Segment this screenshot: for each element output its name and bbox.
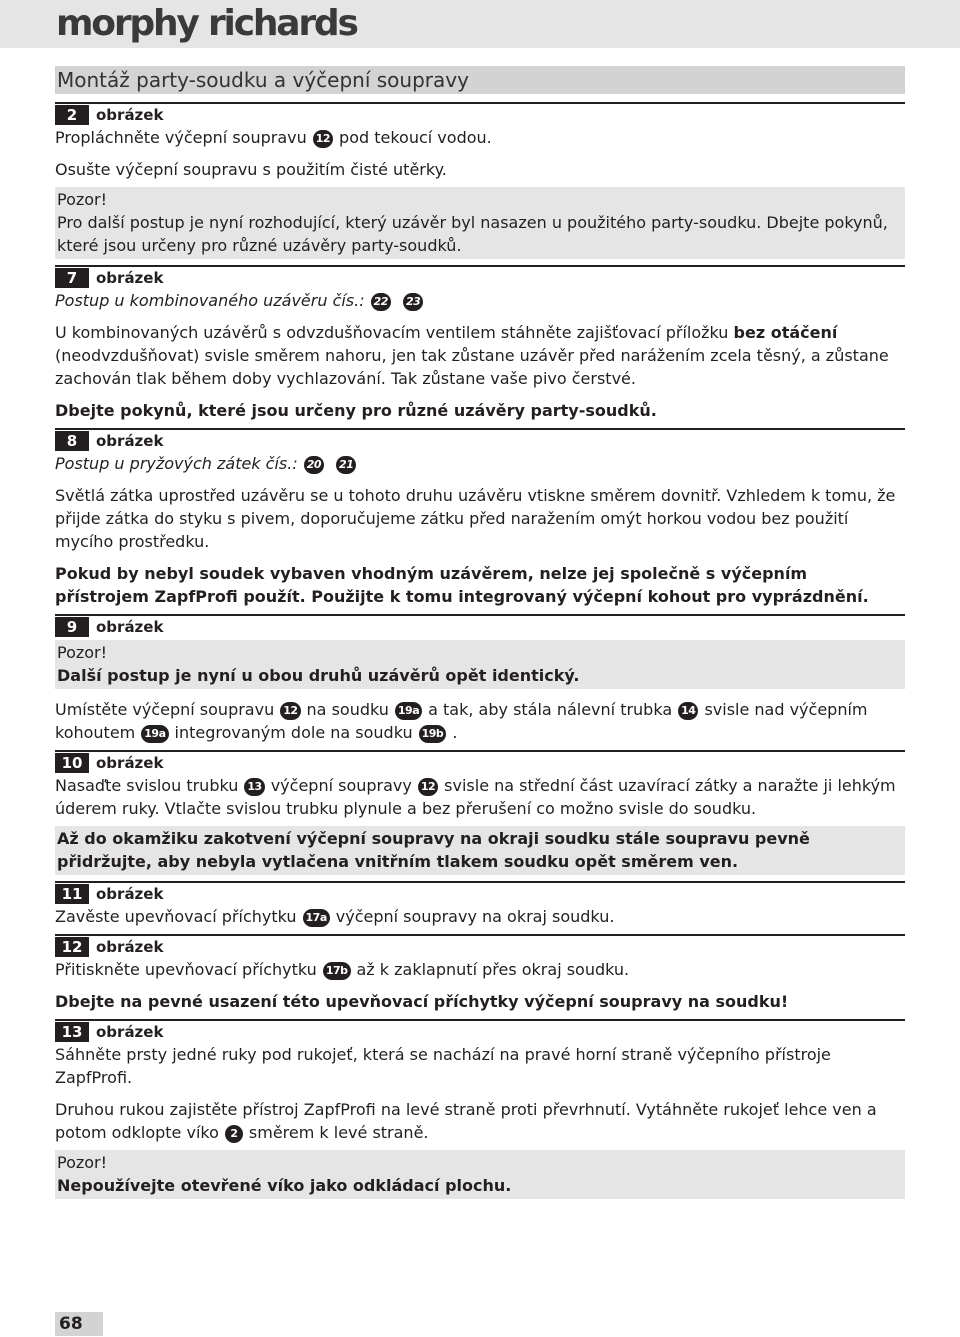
text: integrovaným dole na soudku [174, 723, 413, 742]
step-number: 11 [55, 884, 89, 904]
warning-note [55, 187, 905, 259]
step-label: obrázek [96, 938, 164, 956]
step-label: obrázek [96, 432, 164, 450]
text: směrem k levé straně. [248, 1123, 429, 1142]
paragraph [55, 1098, 905, 1144]
step-number: 10 [55, 753, 89, 773]
part-ref-badge: 19b [419, 725, 447, 743]
part-ref-badge: 12 [280, 702, 300, 720]
paragraph: Světlá zátka uprostřed uzávěru se u tohoto druhu uzávěru vtiskne směrem dovnitř. Vzhledem k tomu, že přijde zátka do styku s pivem, doporučujeme zátku před naražením omýt horkou vodou bez použití mycího prostředku. [55, 486, 896, 551]
paragraph [55, 698, 905, 744]
part-ref-badge: 17b [323, 962, 351, 980]
paragraph [55, 905, 905, 928]
paragraph [55, 774, 905, 820]
part-ref-badge: 19a [395, 702, 422, 720]
part-ref-badge: 14 [678, 702, 698, 720]
part-ref-badge: 21 [336, 456, 356, 474]
step-header-10 [55, 750, 905, 774]
warning-note [55, 826, 905, 875]
warning-body: Nepoužívejte otevřené víko jako odkládací plochu. [57, 1176, 512, 1195]
step-header-8 [55, 428, 905, 452]
paragraph: Osušte výčepní soupravu s použitím čisté utěrky. [55, 160, 447, 179]
section-title: Montáž party-soudku a výčepní soupravy [55, 66, 905, 94]
warning-note [55, 640, 905, 689]
text: a tak, aby stála nálevní trubka [428, 700, 673, 719]
step-header-11 [55, 881, 905, 905]
text: Postup u pryžových zátek čís.: [55, 454, 298, 473]
warning-note [55, 1150, 905, 1199]
step-label: obrázek [96, 269, 164, 287]
text: . [452, 723, 458, 742]
text: Zavěste upevňovací příchytku [55, 907, 297, 926]
part-ref-badge: 2 [225, 1125, 243, 1143]
text: na soudku [306, 700, 389, 719]
paragraph: Sáhněte prsty jedné ruky pod rukojeť, která se nachází na pravé horní straně výčepního přístroje ZapfProfi. [55, 1045, 831, 1087]
text-bold: bez otáčení [733, 323, 838, 342]
text: svisle na střední část uzavírací zátky a naražte ji lehkým úderem ruky. Vtlačte svislou trubku plynule a bez přerušení co možno svisle do soudku. [55, 776, 896, 818]
step-number: 12 [55, 937, 89, 957]
part-ref-badge: 12 [313, 130, 333, 148]
text: U kombinovaných uzávěrů s odvzdušňovacím ventilem stáhněte zajišťovací příložku [55, 323, 729, 342]
step-label: obrázek [96, 106, 164, 124]
sub-heading [55, 289, 905, 312]
step-label: obrázek [96, 754, 164, 772]
warning-head: Pozor! [57, 643, 108, 662]
paragraph-bold: Dbejte na pevné usazení této upevňovací příchytky výčepní soupravy na soudku! [55, 992, 789, 1011]
text: Nasaďte svislou trubku [55, 776, 239, 795]
text: Umístěte výčepní soupravu [55, 700, 275, 719]
part-ref-badge: 12 [418, 778, 438, 796]
part-ref-badge: 20 [304, 456, 324, 474]
paragraph-bold: Pokud by nebyl soudek vybaven vhodným uzávěrem, nelze jej společně s výčepním přístrojem ZapfProfi použít. Použijte k tomu integrovaný výčepní kohout pro vyprázdnění. [55, 564, 869, 606]
step-number: 13 [55, 1022, 89, 1042]
step-header-12 [55, 934, 905, 958]
warning-head: Pozor! [57, 1153, 108, 1172]
part-ref-badge: 23 [403, 293, 423, 311]
step-label: obrázek [96, 885, 164, 903]
paragraph-bold: Dbejte pokynů, které jsou určeny pro různé uzávěry party-soudků. [55, 401, 657, 420]
warning-head: Pozor! [57, 190, 108, 209]
text: svisle nad výčepním kohoutem [55, 700, 868, 742]
text: pod tekoucí vodou. [339, 128, 492, 147]
paragraph [55, 321, 905, 390]
step-number: 7 [55, 268, 89, 288]
part-ref-badge: 13 [244, 778, 264, 796]
warning-body: Další postup je nyní u obou druhů uzávěrů opět identický. [57, 666, 580, 685]
step-header-13 [55, 1019, 905, 1043]
text: až k zaklapnutí přes okraj soudku. [356, 960, 630, 979]
text: (neodvzdušňovat) svisle směrem nahoru, jen tak zůstane uzávěr před narážením zcela těsný, a zůstane zachován tlak během doby vychlazování. Tak zůstane vaše pivo čerstvé. [55, 346, 889, 388]
step-number: 9 [55, 617, 89, 637]
paragraph [55, 126, 905, 149]
text: výčepní soupravy [270, 776, 412, 795]
step-number: 8 [55, 431, 89, 451]
part-ref-badge: 17a [303, 909, 330, 927]
text: Druhou rukou zajistěte přístroj ZapfProfi na levé straně proti převrhnutí. Vytáhněte rukojeť lehce ven a potom odklopte víko [55, 1100, 877, 1142]
step-header-9 [55, 614, 905, 638]
part-ref-badge: 19a [141, 725, 168, 743]
text: Přitiskněte upevňovací příchytku [55, 960, 317, 979]
step-label: obrázek [96, 618, 164, 636]
page-content [55, 66, 905, 1199]
step-header-2 [55, 102, 905, 126]
text: výčepní soupravy na okraj soudku. [335, 907, 615, 926]
warning-body: Až do okamžiku zakotvení výčepní soupravy na okraji soudku stále soupravu pevně přidržujte, aby nebyla vytlačena vnitřním tlakem soudku opět směrem ven. [57, 829, 810, 871]
part-ref-badge: 22 [371, 293, 391, 311]
paragraph [55, 958, 905, 981]
warning-body: Pro další postup je nyní rozhodující, který uzávěr byl nasazen u použitého party-soudku. Dbejte pokynů, které jsou určeny pro různé uzávěry party-soudků. [57, 213, 888, 255]
text: Postup u kombinovaného uzávěru čís.: [55, 291, 365, 310]
page-number: 68 [55, 1312, 103, 1336]
sub-heading [55, 452, 905, 475]
step-label: obrázek [96, 1023, 164, 1041]
step-number: 2 [55, 105, 89, 125]
brand-logo: morphy richards [56, 3, 357, 44]
text: Propláchněte výčepní soupravu [55, 128, 307, 147]
step-header-7 [55, 265, 905, 289]
